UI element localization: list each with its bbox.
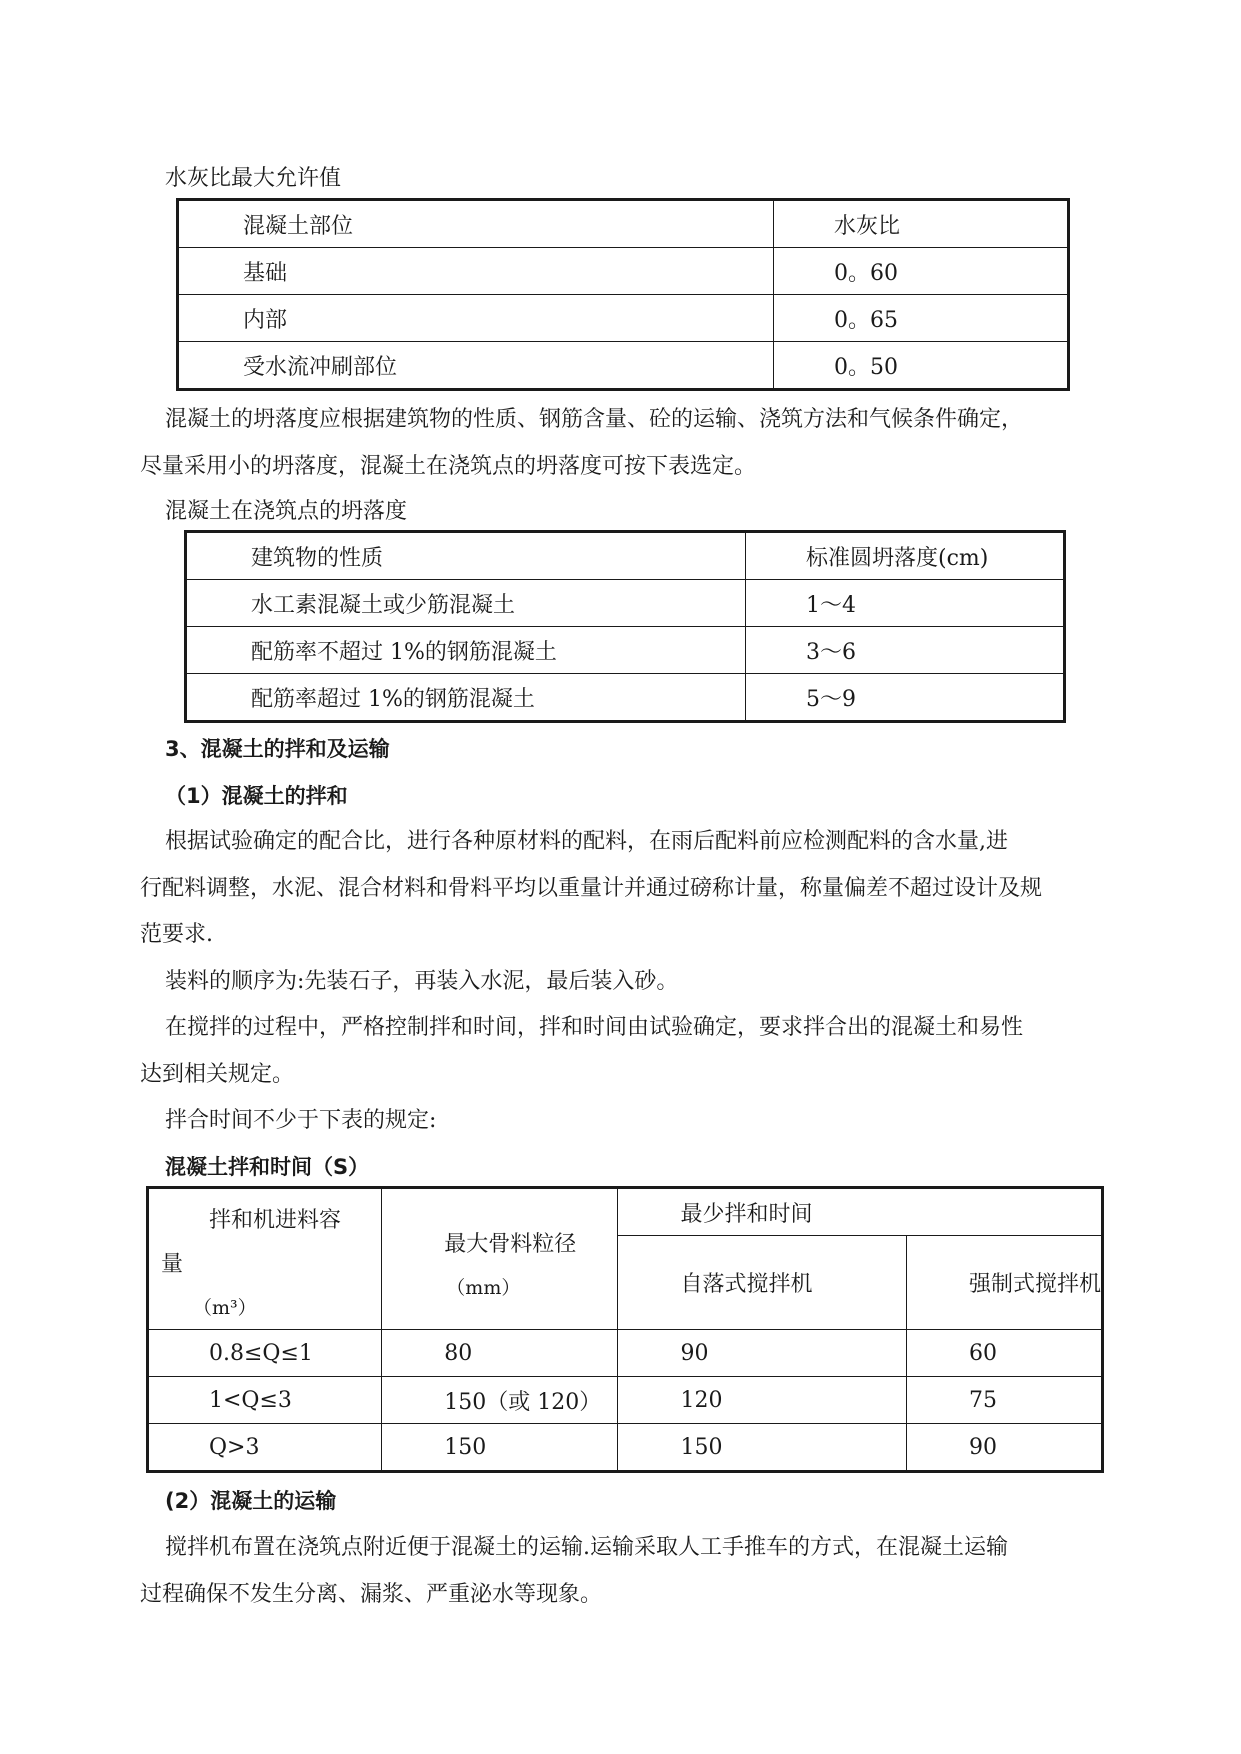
table-header-cell: 建筑物的性质 — [186, 532, 746, 580]
paragraph-line: 拌合时间不少于下表的规定: — [165, 1108, 437, 1133]
aggregate-unit: （mm） — [446, 1277, 521, 1299]
table-header-row — [178, 200, 1069, 248]
paragraph-line: 在搅拌的过程中，严格控制拌和时间，拌和时间由试验确定，要求拌合出的混凝土和易性 — [165, 1015, 1024, 1040]
paragraph-line: 范要求. — [140, 922, 213, 947]
aggregate-header-text: 最大骨料粒径 — [444, 1232, 577, 1257]
table-cell: 3～6 — [746, 627, 1065, 674]
mixing-time-table — [146, 1186, 1104, 1473]
table-cell: 0。60 — [774, 248, 1069, 295]
table-cell: 60 — [906, 1330, 1102, 1377]
table-cell: 基础 — [178, 248, 774, 295]
subsection-heading: (2）混凝土的运输 — [165, 1489, 337, 1513]
table-cell: 150（或 120） — [382, 1377, 618, 1424]
table3-caption: 混凝土拌和时间（S） — [165, 1155, 370, 1179]
table-cell: 内部 — [178, 295, 774, 342]
table-cell: 150 — [382, 1424, 618, 1472]
table-row — [148, 1377, 1103, 1424]
capacity-header-line1: 拌和机进料容 — [209, 1208, 342, 1233]
table-cell: 80 — [382, 1330, 618, 1377]
paragraph-line: 装料的顺序为:先装石子，再装入水泥，最后装入砂。 — [165, 969, 679, 994]
table-row — [178, 342, 1069, 390]
table-header-row — [148, 1188, 1103, 1236]
table-row — [186, 580, 1065, 627]
capacity-header-line2: 量 — [161, 1252, 184, 1277]
table-cell: 5～9 — [746, 674, 1065, 722]
table-row — [148, 1424, 1103, 1472]
table-cell: 150 — [618, 1424, 907, 1472]
table-cell: 1～4 — [746, 580, 1065, 627]
table-cell: 受水流冲刷部位 — [178, 342, 774, 390]
water-cement-ratio-table — [176, 198, 1070, 391]
table-cell: Q>3 — [148, 1424, 382, 1472]
table2-caption: 混凝土在浇筑点的坍落度 — [165, 499, 408, 524]
table-row — [178, 248, 1069, 295]
paragraph-line: 达到相关规定。 — [140, 1062, 295, 1087]
table-header-cell: 水灰比 — [774, 200, 1069, 248]
paragraph-line: 尽量采用小的坍落度，混凝土在浇筑点的坍落度可按下表选定。 — [140, 454, 757, 479]
table-cell: 0。50 — [774, 342, 1069, 390]
table-cell: 90 — [618, 1330, 907, 1377]
table-cell: 水工素混凝土或少筋混凝土 — [186, 580, 746, 627]
table-row — [186, 674, 1065, 722]
table-header-row — [186, 532, 1065, 580]
table-row — [186, 627, 1065, 674]
aggregate-header-cell — [382, 1188, 618, 1330]
table-cell: 75 — [906, 1377, 1102, 1424]
capacity-header-cell — [148, 1188, 382, 1330]
table-cell: 1<Q≤3 — [148, 1377, 382, 1424]
subsection-heading: （1）混凝土的拌和 — [165, 784, 348, 808]
slump-table — [184, 530, 1066, 723]
table-cell: 90 — [906, 1424, 1102, 1472]
table-header-cell: 混凝土部位 — [178, 200, 774, 248]
table-header-cell: 标准圆坍落度(cm) — [746, 532, 1065, 580]
table1-caption: 水灰比最大允许值 — [165, 166, 342, 191]
section-heading: 3、混凝土的拌和及运输 — [165, 737, 390, 761]
table-cell: 配筋率不超过 1%的钢筋混凝土 — [186, 627, 746, 674]
paragraph-line: 根据试验确定的配合比，进行各种原材料的配料，在雨后配料前应检测配料的含水量,进 — [165, 829, 1008, 854]
forced-mixer-header: 强制式搅拌机 — [906, 1236, 1102, 1330]
table-row — [178, 295, 1069, 342]
paragraph-line: 过程确保不发生分离、漏浆、严重泌水等现象。 — [140, 1582, 603, 1607]
table-cell: 120 — [618, 1377, 907, 1424]
table-cell: 配筋率超过 1%的钢筋混凝土 — [186, 674, 746, 722]
paragraph-line: 混凝土的坍落度应根据建筑物的性质、钢筋含量、砼的运输、浇筑方法和气候条件确定， — [165, 407, 1024, 432]
paragraph-line: 搅拌机布置在浇筑点附近便于混凝土的运输.运输采取人工手推车的方式，在混凝土运输 — [165, 1535, 1008, 1560]
min-time-header-cell: 最少拌和时间 — [618, 1188, 1103, 1236]
gravity-mixer-header: 自落式搅拌机 — [618, 1236, 907, 1330]
paragraph-line: 行配料调整，水泥、混合材料和骨料平均以重量计并通过磅称计量，称量偏差不超过设计及规 — [140, 876, 1043, 901]
table-cell: 0.8≤Q≤1 — [148, 1330, 382, 1377]
table-row — [148, 1330, 1103, 1377]
table-cell: 0。65 — [774, 295, 1069, 342]
capacity-unit: （m³） — [193, 1297, 257, 1319]
